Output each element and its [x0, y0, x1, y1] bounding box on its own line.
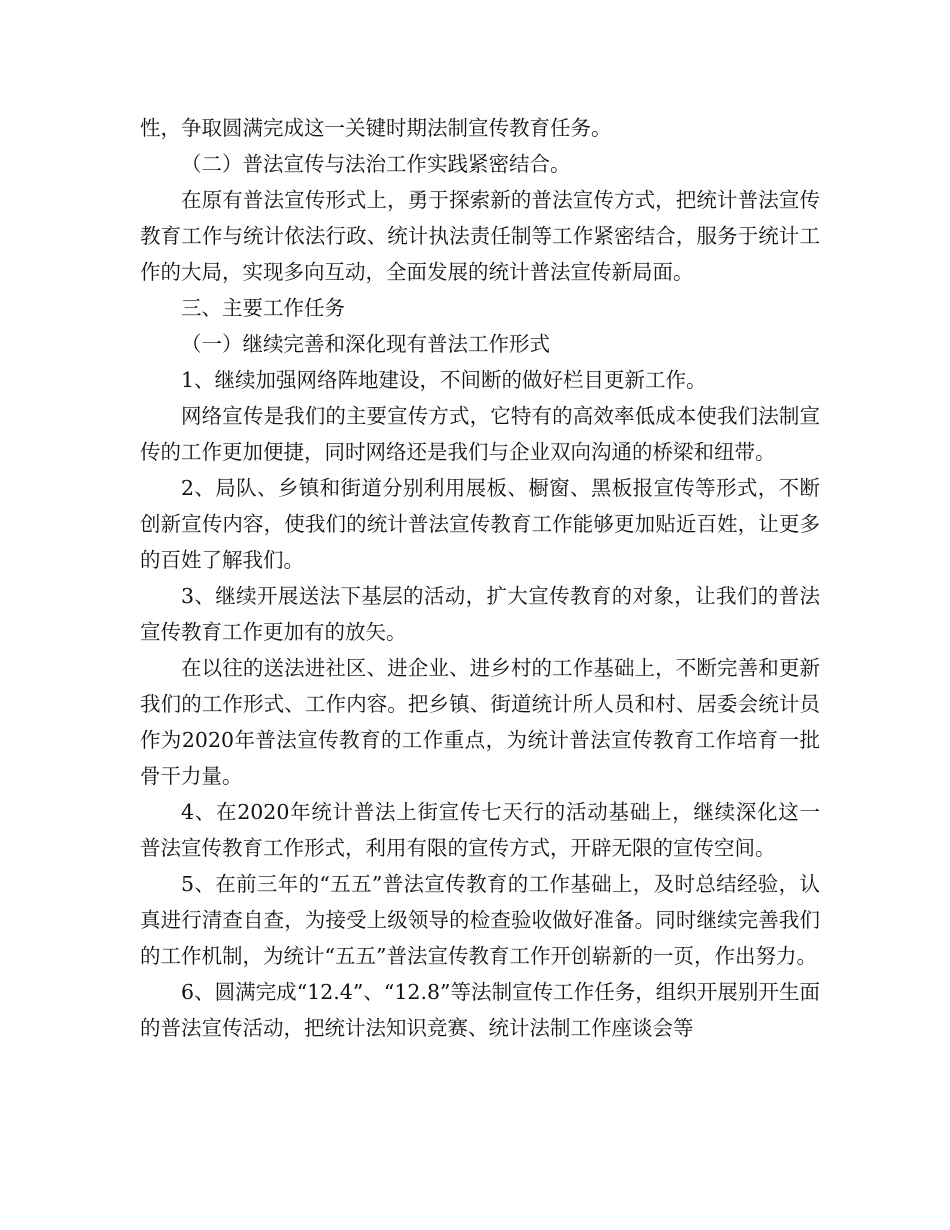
paragraph: 在原有普法宣传形式上，勇于探索新的普法宣传方式，把统计普法宣传教育工作与统计依法行政、统计执法责任制等工作紧密结合，服务于统计工作的大局，实现多向互动，全面发展的统计普法宣传新局面。 [140, 188, 820, 284]
list-item: 5、在前三年的“五五”普法宣传教育的工作基础上，及时总结经验，认真进行清查自查，为接受上级领导的检查验收做好准备。同时继续完善我们的工作机制，为统计“五五”普法宣传教育工作开创崭新的一页，作出努力。 [140, 872, 820, 968]
section-heading: （二）普法宣传与法治工作实践紧密结合。 [181, 152, 571, 176]
list-item: 2、局队、乡镇和街道分别利用展板、橱窗、黑板报宣传等形式，不断创新宣传内容，使我们的统计普法宣传教育工作能够更加贴近百姓，让更多的百姓了解我们。 [140, 476, 820, 572]
list-item: 3、继续开展送法下基层的活动，扩大宣传教育的对象，让我们的普法宣传教育工作更加有的放矢。 [140, 584, 820, 644]
list-item: 1、继续加强网络阵地建设，不间断的做好栏目更新工作。 [181, 368, 707, 392]
list-item: 6、圆满完成“12.4”、“12.8”等法制宣传工作任务，组织开展别开生面的普法宣传活动，把统计法知识竞赛、统计法制工作座谈会等 [140, 980, 820, 1040]
paragraph: 性，争取圆满完成这一关键时期法制宣传教育任务。 [140, 116, 612, 140]
document-body [140, 110, 820, 1046]
paragraph: 在以往的送法进社区、进企业、进乡村的工作基础上，不断完善和更新我们的工作形式、工作内容。把乡镇、街道统计所人员和村、居委会统计员作为2020年普法宣传教育的工作重点，为统计普法宣传教育工作培育一批骨干力量。 [140, 656, 820, 788]
paragraph: 网络宣传是我们的主要宣传方式，它特有的高效率低成本使我们法制宣传的工作更加便捷，同时网络还是我们与企业双向沟通的桥梁和纽带。 [140, 404, 820, 464]
section-heading: 三、主要工作任务 [181, 296, 345, 320]
section-heading: （一）继续完善和深化现有普法工作形式 [181, 332, 550, 356]
list-item: 4、在2020年统计普法上街宣传七天行的活动基础上，继续深化这一普法宣传教育工作形式，利用有限的宣传方式，开辟无限的宣传空间。 [140, 800, 820, 860]
